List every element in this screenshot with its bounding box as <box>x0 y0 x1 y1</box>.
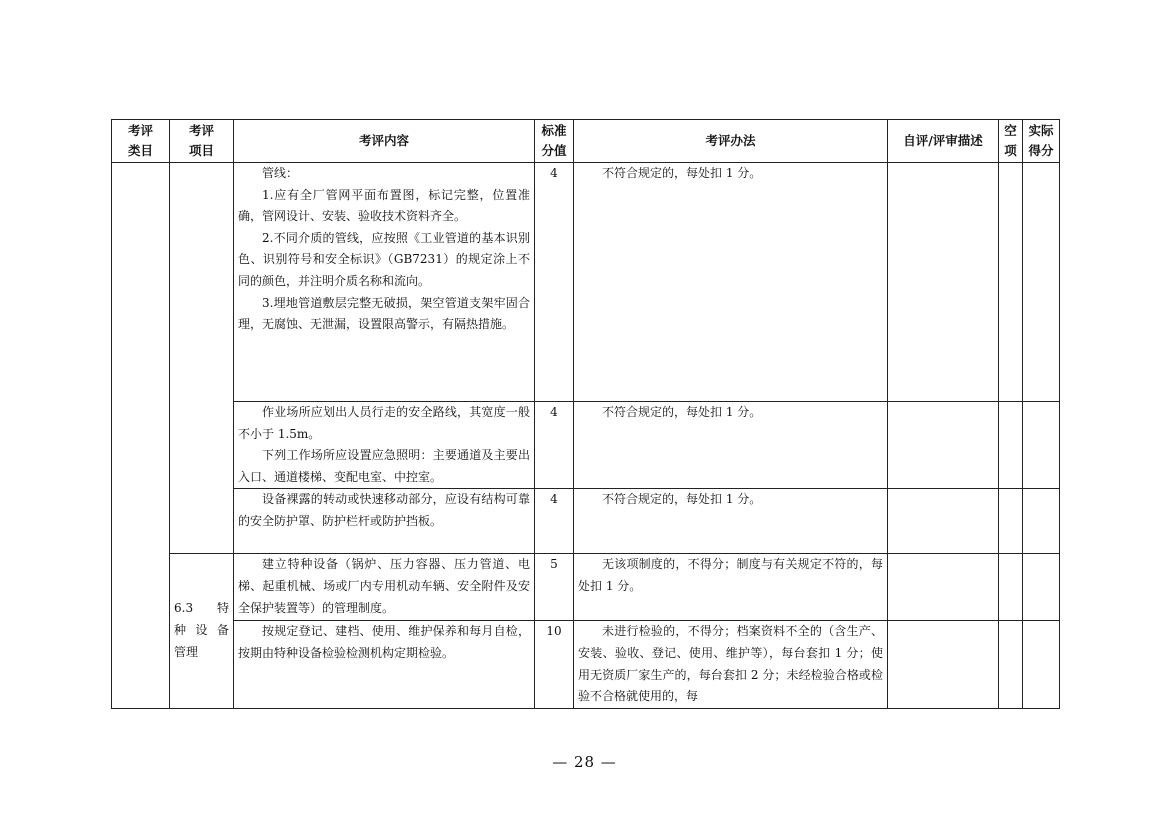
header-actual: 实际 得分 <box>1023 120 1060 163</box>
blank-cell <box>999 621 1023 709</box>
actual-score-cell <box>1023 163 1060 402</box>
method-text: 不符合规定的，每处扣 1 分。 <box>602 166 762 180</box>
method-cell <box>574 402 888 489</box>
table-row <box>112 554 1060 621</box>
table-row <box>112 621 1060 709</box>
table-row <box>112 489 1060 554</box>
method-cell <box>574 489 888 554</box>
score-cell: 4 <box>535 489 574 554</box>
content-cell <box>234 402 535 489</box>
header-item: 考评 项目 <box>170 120 234 163</box>
method-text: 不符合规定的，每处扣 1 分。 <box>602 405 762 419</box>
score-cell: 4 <box>535 402 574 489</box>
method-text: 不符合规定的，每处扣 1 分。 <box>602 492 762 507</box>
header-content: 考评内容 <box>234 120 535 163</box>
score-cell: 4 <box>535 163 574 402</box>
content-cell <box>234 554 535 621</box>
blank-cell <box>999 163 1023 402</box>
item-cell <box>170 163 234 554</box>
actual-score-cell <box>1023 554 1060 621</box>
header-self-eval: 自评/评审描述 <box>888 120 999 163</box>
method-text: 未进行检验的，不得分；档案资料不全的（含生产、安装、验收、登记、使用、维护等），每台套扣 1 分；使用无资质厂家生产的，每台套扣 2 分；未经检验合格或检验不合格就使用的，每 <box>578 624 883 704</box>
header-category: 考评 类目 <box>112 120 170 163</box>
content-paragraph: 3.埋地管道敷层完整无破损，架空管道支架牢固合理，无腐蚀、无泄漏，设置限高警示，有隔热措施。 <box>238 295 530 332</box>
item-label-line: 6.3 特 <box>174 601 229 616</box>
actual-score-cell <box>1023 621 1060 709</box>
content-paragraph: 下列工作场所应设置应急照明：主要通道及主要出入口、通道楼梯、变配电室、中控室。 <box>238 448 530 484</box>
header-method: 考评办法 <box>574 120 888 163</box>
content-cell <box>234 489 535 554</box>
method-cell <box>574 621 888 709</box>
self-eval-cell <box>888 402 999 489</box>
self-eval-cell <box>888 489 999 554</box>
score-cell: 10 <box>535 621 574 709</box>
content-paragraph: 2.不同介质的管线，应按照《工业管道的基本识别色、识别符号和安全标识》（GB7231）的规定涂上不同的颜色，并注明介质名称和流向。 <box>238 230 530 288</box>
self-eval-cell <box>888 554 999 621</box>
content-paragraph: 建立特种设备（锅炉、压力容器、压力管道、电梯、起重机械、场或厂内专用机动车辆、安全附件及安全保护装置等）的管理制度。 <box>238 557 530 615</box>
score-cell: 5 <box>535 554 574 621</box>
actual-score-cell <box>1023 489 1060 554</box>
page-number: — 28 — <box>552 753 617 771</box>
self-eval-cell <box>888 163 999 402</box>
header-row <box>112 120 1060 163</box>
content-paragraph: 按规定登记、建档、使用、维护保养和每月自检，按期由特种设备检验检测机构定期检验。 <box>238 624 530 660</box>
content-cell <box>234 621 535 709</box>
method-text: 无该项制度的，不得分；制度与有关规定不符的，每处扣 1 分。 <box>578 557 883 593</box>
item-label-line: 种设备 <box>174 622 229 637</box>
table-row <box>112 402 1060 489</box>
content-paragraph: 管线： <box>262 166 299 180</box>
method-cell <box>574 554 888 621</box>
blank-cell <box>999 489 1023 554</box>
actual-score-cell <box>1023 402 1060 489</box>
content-paragraph: 作业场所应划出人员行走的安全路线，其宽度一般不小于 1.5m。 <box>238 405 530 441</box>
content-cell <box>234 163 535 402</box>
item-label-line: 管理 <box>174 644 199 659</box>
table-row <box>112 163 1060 402</box>
self-eval-cell <box>888 621 999 709</box>
content-paragraph: 设备裸露的转动或快速移动部分，应设有结构可靠的安全防护罩、防护栏杆或防护挡板。 <box>238 492 530 528</box>
item-cell-special-equipment <box>170 554 234 709</box>
blank-cell <box>999 402 1023 489</box>
category-cell <box>112 163 170 709</box>
blank-cell <box>999 554 1023 621</box>
content-paragraph: 1.应有全厂管网平面布置图，标记完整，位置准确，管网设计、安装、验收技术资料齐全。 <box>238 187 530 224</box>
method-cell <box>574 163 888 402</box>
evaluation-table <box>111 119 1060 709</box>
item-label <box>174 598 229 663</box>
header-score: 标准 分值 <box>535 120 574 163</box>
header-blank: 空 项 <box>999 120 1023 163</box>
